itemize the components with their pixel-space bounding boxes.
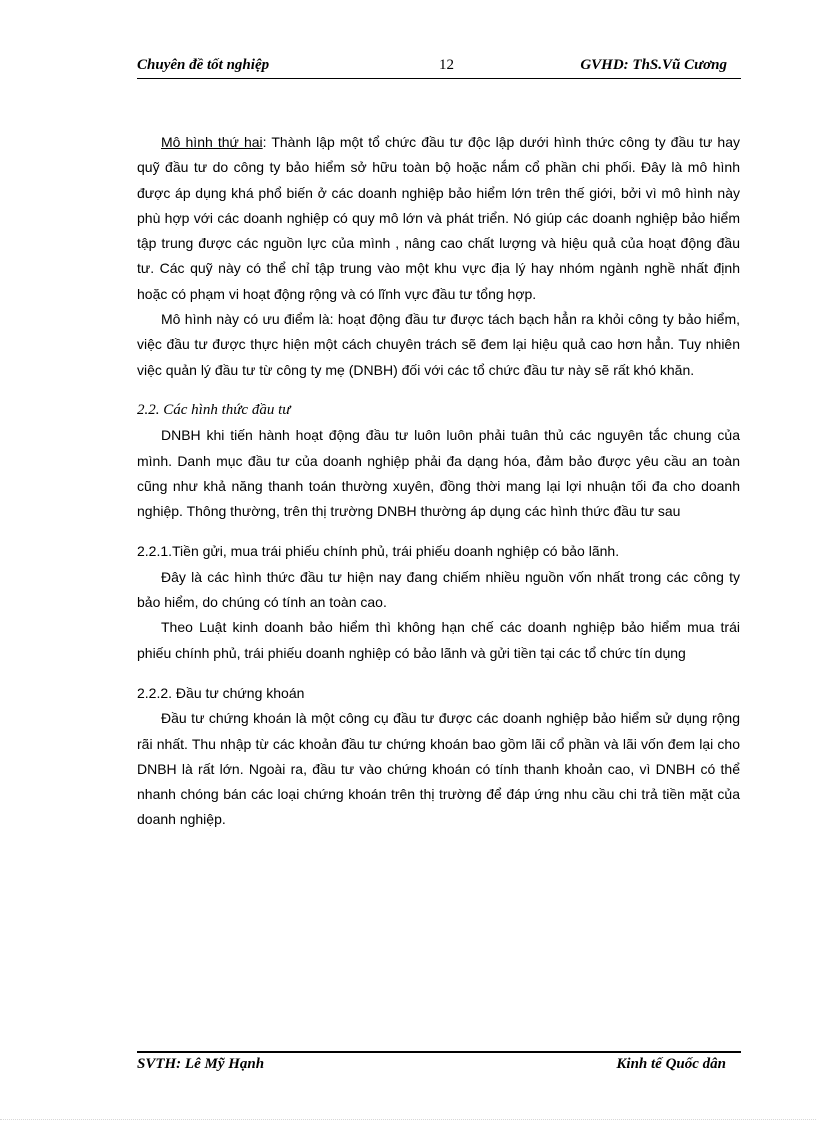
spacer [137, 383, 740, 398]
footer-student: SVTH: Lê Mỹ Hạnh [137, 1056, 265, 1072]
footer-university: Kinh tế Quốc dân [616, 1056, 726, 1072]
section-heading-2-2: 2.2. Các hình thức đầu tư [137, 401, 291, 418]
paragraph-investment-principles: DNBH khi tiến hành hoạt động đầu tư luôn luôn phải tuân thủ các nguyên tắc chung của mình. Danh mục đầu tư của doanh nghiệp phải đa dạng hóa, đảm bảo được yêu cầu an toàn cũng như khả năng thanh toán thường xuyên, đồng thời mang lại lợi nhuận tối đa cho doanh nghiệp. Thông thường, trên thị trường DNBH thường áp dụng các hình thức đầu tư sau [137, 427, 740, 520]
header-supervisor: GVHD: ThS.Vũ Cương [580, 57, 727, 73]
header-divider [137, 78, 741, 79]
paragraph-model-two [137, 130, 740, 307]
paragraph-model-two-lead: Mô hình thứ hai [161, 134, 263, 150]
header-document-title: Chuyên đề tốt nghiệp [137, 57, 270, 73]
paragraph-model-two-text: : Thành lập một tổ chức đầu tư độc lập dưới hình thức công ty đầu tư hay quỹ đầu tư do công ty bảo hiểm sở hữu toàn bộ hoặc nắm cổ phần chi phối. Đây là mô hình được áp dụng khá phổ biến ở các doanh nghiệp bảo hiểm lớn trên thế giới, bởi vì mô hình này phù hợp với các doanh nghiệp có quy mô lớn và phát triển. Nó giúp các doanh nghiệp bảo hiểm tập trung được các nguồn lực của mình , nâng cao chất lượng và hiệu quả của hoạt động đầu tư. Các quỹ này có thể chỉ tập trung vào một khu vực địa lý hay nhóm ngành nghề nhất định hoặc có phạm vi hoạt động rộng và có lĩnh vực đầu tư tổng hợp. [137, 134, 740, 302]
spacer [137, 524, 740, 539]
paragraph-insurance-law: Theo Luật kinh doanh bảo hiểm thì không hạn chế các doanh nghiệp bảo hiểm mua trái phiếu chính phủ, trái phiếu doanh nghiệp có bảo lãnh và gửi tiền tại các tổ chức tín dụng [137, 619, 740, 661]
section-heading-2-2-2: 2.2.2. Đầu tư chứng khoán [137, 684, 305, 701]
paragraph-model-advantages: Mô hình này có ưu điểm là: hoạt động đầu tư được tách bạch hẳn ra khỏi công ty bảo hiểm, việc đầu tư được thực hiện một cách chuyên trách sẽ đem lại hiệu quả cao hơn hẳn. Tuy nhiên việc quản lý đầu tư từ công ty mẹ (DNBH) đối với các tổ chức đầu tư này sẽ rất khó khăn. [137, 311, 740, 378]
header-page-number: 12 [439, 57, 454, 73]
spacer [137, 666, 740, 681]
section-heading-2-2-1: 2.2.1.Tiền gửi, mua trái phiếu chính phủ, trái phiếu doanh nghiệp có bảo lãnh. [137, 543, 620, 560]
page-footer [137, 1056, 742, 1078]
page-body [137, 130, 740, 833]
page-header [137, 57, 742, 79]
paragraph-deposits: Đây là các hình thức đầu tư hiện nay đang chiếm nhiều nguồn vốn nhất trong các công ty bảo hiểm, do chúng có tính an toàn cao. [137, 568, 740, 611]
paragraph-securities: Đầu tư chứng khoán là một công cụ đầu tư được các doanh nghiệp bảo hiểm sử dụng rộng rãi nhất. Thu nhập từ các khoản đầu tư chứng khoán bao gồm lãi cổ phần và lãi vốn đem lại cho DNBH là rất lớn. Ngoài ra, đầu tư vào chứng khoán có tính thanh khoản cao, vì DNBH có thể nhanh chóng bán các loại chứng khoán trên thị trường để đáp ứng nhu cầu chi trả tiền mặt của doanh nghiệp. [137, 710, 740, 828]
page-bottom-border [0, 1119, 816, 1120]
footer-divider [137, 1051, 741, 1053]
